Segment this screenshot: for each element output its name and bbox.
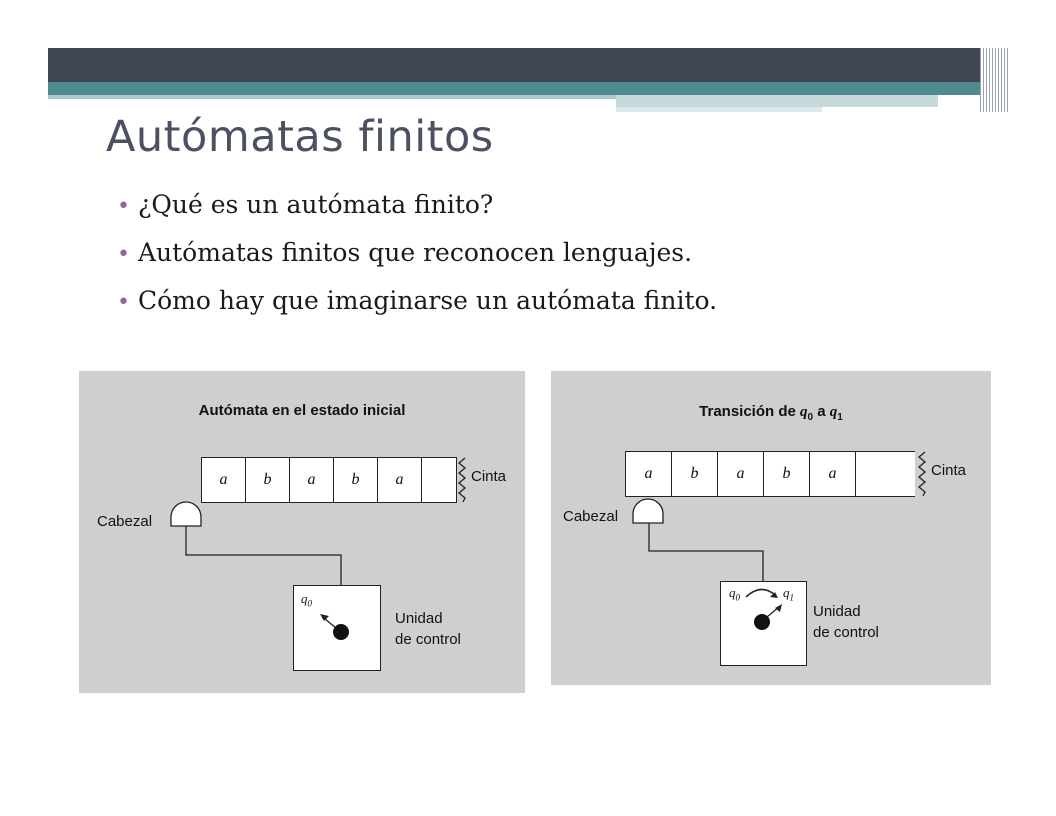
bullet-text: ¿Qué es un autómata finito? <box>137 190 494 219</box>
tape-cell: a <box>626 452 672 496</box>
control-label-line2: de control <box>395 631 461 648</box>
control-dot <box>754 614 770 630</box>
tape-cell: a <box>202 458 246 502</box>
bullet-marker: • <box>117 242 130 267</box>
slide-title: Autómatas finitos <box>106 112 494 162</box>
head-label: Cabezal <box>563 508 619 525</box>
header-light-band <box>616 107 822 112</box>
figure-title-connector: a <box>817 403 826 420</box>
tape-cell: a <box>378 458 422 502</box>
header-light-band <box>48 95 616 99</box>
state-label-q0: $q_0$ <box>301 591 312 609</box>
bullet-item <box>117 280 717 328</box>
figure-initial-state <box>79 371 525 693</box>
tape-cell: b <box>334 458 378 502</box>
bullet-list <box>117 184 717 328</box>
control-label-line1: Unidad <box>813 603 861 620</box>
control-dot <box>333 624 349 640</box>
header-decoration-bar <box>48 48 1008 114</box>
figure-title-state-from: $q_0$ <box>800 404 814 423</box>
figure-title-prefix: Transición de <box>699 403 796 420</box>
tape-label: Cinta <box>471 468 507 485</box>
bullet-marker: • <box>117 194 130 219</box>
header-stripes <box>980 48 1008 112</box>
head-label: Cabezal <box>97 513 153 530</box>
control-label-line1: Unidad <box>395 610 443 627</box>
arrow-head <box>320 614 329 621</box>
header-teal-band <box>48 82 984 95</box>
bullet-marker: • <box>117 290 130 315</box>
state-label-q0: $q_0$ <box>729 585 740 603</box>
tape-cell: b <box>246 458 290 502</box>
tape-cell: a <box>810 452 856 496</box>
control-label-line2: de control <box>813 624 879 641</box>
control-unit-internals <box>551 371 991 685</box>
state-label-q1: $q_1$ <box>783 585 794 603</box>
bullet-item <box>117 232 717 280</box>
tape-cell: b <box>672 452 718 496</box>
arrow-head <box>775 604 782 612</box>
bullet-text: Cómo hay que imaginarse un autómata finito. <box>137 286 718 315</box>
bullet-item <box>117 184 717 232</box>
header-dark-band <box>48 48 984 82</box>
figure-transition <box>551 371 991 685</box>
transition-arc <box>746 589 775 597</box>
tape-cell: a <box>718 452 764 496</box>
tape-cell: b <box>764 452 810 496</box>
bullet-text: Autómatas finitos que reconocen lenguajes. <box>137 238 693 267</box>
figure-title-state-to: $q_1$ <box>829 404 843 423</box>
header-light-band <box>616 95 938 107</box>
figure-title: Autómata en el estado inicial <box>198 402 406 419</box>
tape-label: Cinta <box>931 462 967 479</box>
tape-cell: a <box>290 458 334 502</box>
